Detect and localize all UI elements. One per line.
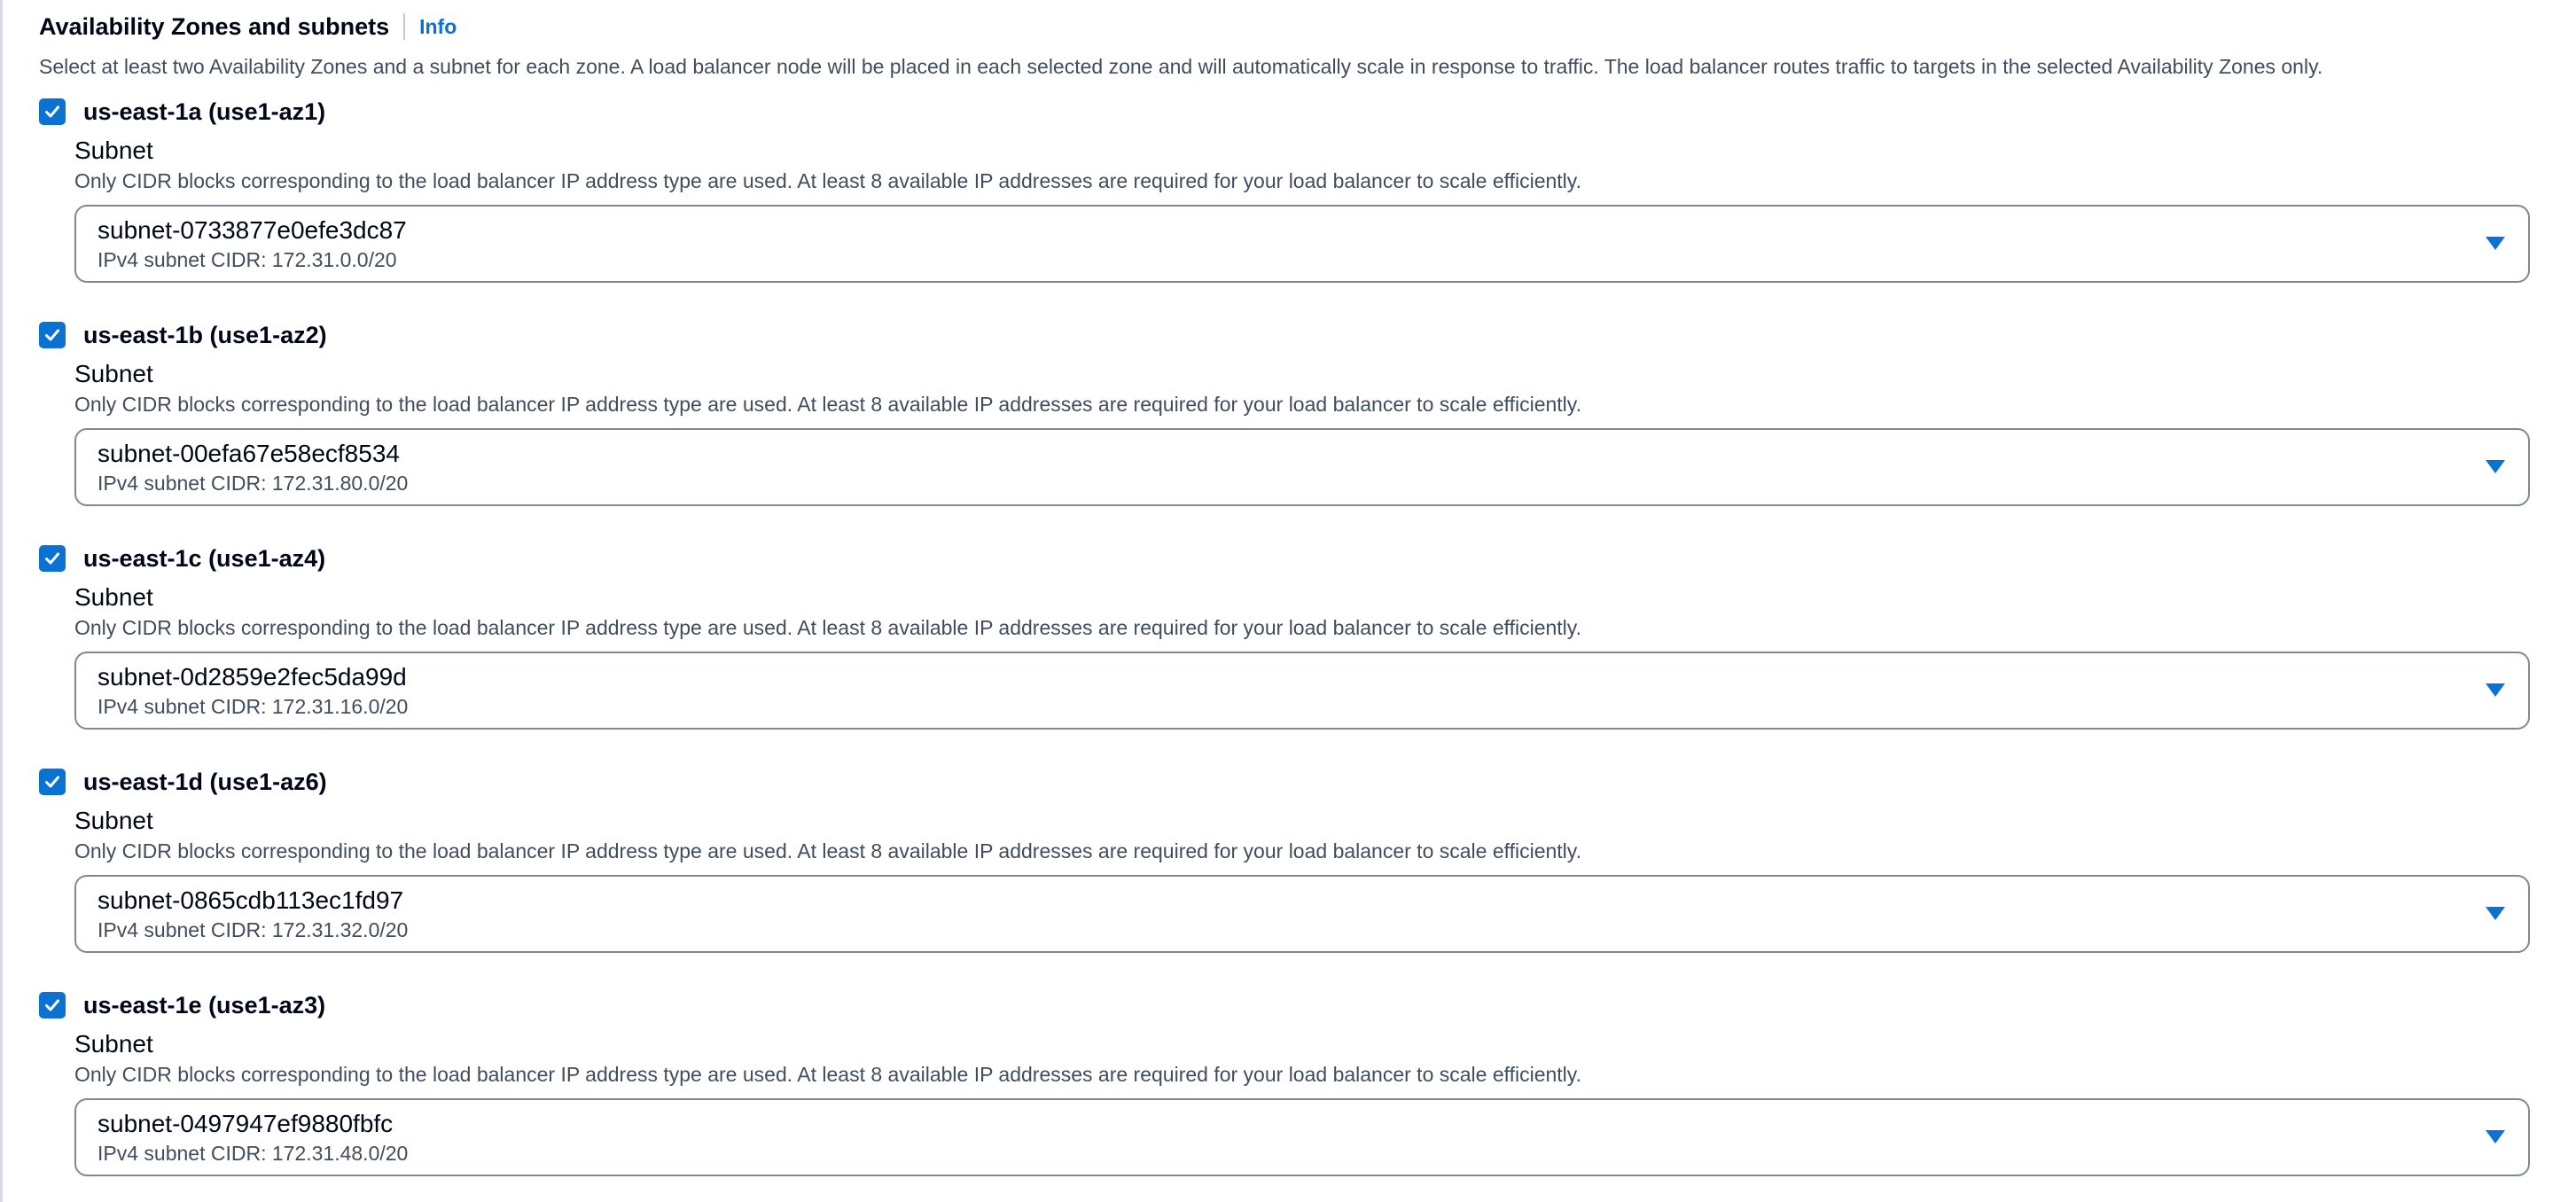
section-header [39, 11, 2539, 43]
section-description: Select at least two Availability Zones and a subnet for each zone. A load balancer node will be placed in each selected zone and will automatically scale in response to traffic. The load balancer routes traffic to targets in the selected Availability Zones only. [39, 55, 2323, 78]
zone-label: us-east-1c (use1-az4) [83, 545, 326, 572]
zone-us-east-1b [39, 317, 2539, 506]
zone-checkbox[interactable] [39, 322, 66, 348]
subnet-cidr: IPv4 subnet CIDR: 172.31.16.0/20 [98, 695, 409, 718]
subnet-label: Subnet [74, 583, 153, 611]
subnet-label: Subnet [74, 1030, 153, 1058]
subnet-label: Subnet [74, 137, 153, 164]
availability-zones-section [39, 11, 2539, 1165]
subnet-value: subnet-0865cdb113ec1fd97 [98, 886, 404, 914]
checkmark-icon [43, 326, 61, 344]
caret-down-icon [2486, 460, 2505, 473]
subnet-cidr: IPv4 subnet CIDR: 172.31.0.0/20 [98, 248, 397, 271]
subnet-value: subnet-0733877e0efe3dc87 [98, 216, 407, 244]
zone-us-east-1e [39, 987, 2539, 1176]
zone-label: us-east-1d (use1-az6) [83, 769, 327, 795]
subnet-select[interactable] [74, 652, 2530, 730]
subnet-select[interactable] [74, 205, 2530, 283]
subnet-field [74, 805, 2539, 953]
zone-header [39, 94, 2539, 129]
subnet-select[interactable] [74, 428, 2530, 506]
subnet-value: subnet-0497947ef9880fbfc [98, 1110, 394, 1137]
checkmark-icon [43, 773, 61, 791]
zone-checkbox[interactable] [39, 545, 66, 572]
subnet-cidr: IPv4 subnet CIDR: 172.31.80.0/20 [98, 472, 409, 495]
checkmark-icon [43, 103, 61, 121]
section-title: Availability Zones and subnets [39, 13, 390, 40]
checkmark-icon [43, 996, 61, 1014]
header-divider [403, 13, 405, 40]
caret-down-icon [2486, 1130, 2505, 1143]
info-link[interactable]: Info [419, 15, 457, 38]
subnet-cidr: IPv4 subnet CIDR: 172.31.48.0/20 [98, 1142, 409, 1165]
zone-us-east-1a [39, 94, 2539, 283]
zone-header [39, 541, 2539, 576]
zone-us-east-1c [39, 541, 2539, 730]
zone-label: us-east-1a (use1-az1) [83, 98, 326, 125]
subnet-cidr: IPv4 subnet CIDR: 172.31.32.0/20 [98, 918, 409, 941]
subnet-label: Subnet [74, 807, 153, 834]
caret-down-icon [2486, 237, 2505, 250]
subnet-select[interactable] [74, 1098, 2530, 1176]
subnet-description: Only CIDR blocks corresponding to the load balancer IP address type are used. At least 8 available IP addresses are required for your load balancer to scale efficiently. [74, 839, 1581, 862]
subnet-field [74, 1028, 2539, 1176]
zone-header [39, 317, 2539, 353]
subnet-description: Only CIDR blocks corresponding to the load balancer IP address type are used. At least 8 available IP addresses are required for your load balancer to scale efficiently. [74, 169, 1581, 192]
zone-label: us-east-1e (use1-az3) [83, 992, 326, 1019]
zone-label: us-east-1b (use1-az2) [83, 322, 327, 348]
subnet-field [74, 358, 2539, 506]
subnet-description: Only CIDR blocks corresponding to the load balancer IP address type are used. At least 8 available IP addresses are required for your load balancer to scale efficiently. [74, 1063, 1581, 1086]
checkmark-icon [43, 550, 61, 567]
subnet-field [74, 581, 2539, 730]
subnet-description: Only CIDR blocks corresponding to the load balancer IP address type are used. At least 8 available IP addresses are required for your load balancer to scale efficiently. [74, 616, 1581, 639]
left-border [0, 0, 3, 1202]
subnet-value: subnet-0d2859e2fec5da99d [98, 663, 407, 691]
subnet-value: subnet-00efa67e58ecf8534 [98, 440, 400, 467]
zone-checkbox[interactable] [39, 992, 66, 1019]
caret-down-icon [2486, 683, 2505, 697]
zone-us-east-1d [39, 764, 2539, 953]
zone-header [39, 764, 2539, 800]
zone-header [39, 987, 2539, 1023]
zone-checkbox[interactable] [39, 98, 66, 125]
zone-checkbox[interactable] [39, 769, 66, 795]
caret-down-icon [2486, 907, 2505, 920]
subnet-select[interactable] [74, 875, 2530, 953]
subnet-label: Subnet [74, 360, 153, 387]
subnet-field [74, 135, 2539, 283]
subnet-description: Only CIDR blocks corresponding to the load balancer IP address type are used. At least 8 available IP addresses are required for your load balancer to scale efficiently. [74, 393, 1581, 416]
